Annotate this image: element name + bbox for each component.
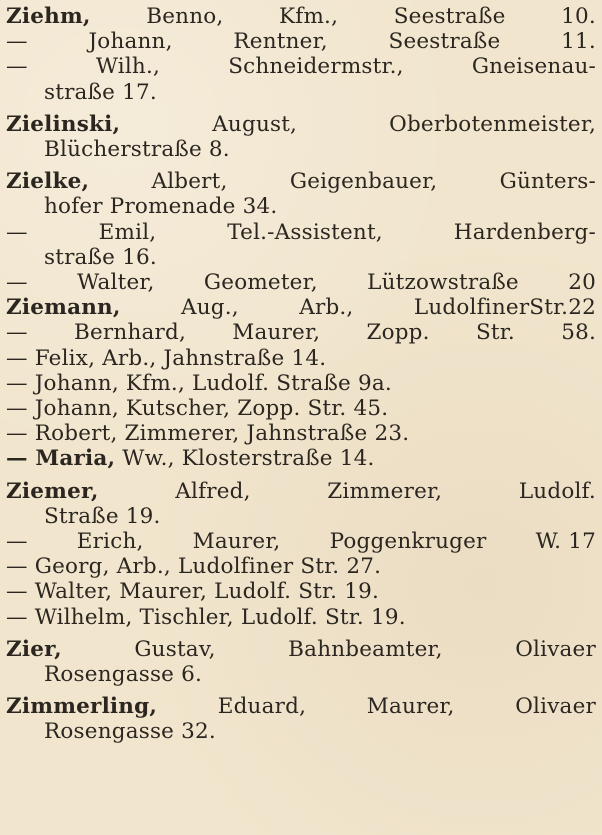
entry-line: — Walter, Geometer, Lützowstraße 20	[6, 270, 596, 296]
entry-line: Zielke, Albert, Geigenbauer, Günters-	[6, 169, 596, 195]
entry-line: — Johann, Kfm., Ludolf. Straße 9a.	[6, 370, 392, 396]
gap	[6, 105, 596, 112]
entry-ziehm-johann	[6, 29, 596, 54]
entry-line: — Johann, Kutscher, Zopp. Str. 45.	[6, 396, 389, 422]
entry-line: Ziemann, Aug., Arb., LudolfinerStr.22	[6, 295, 596, 321]
entry-line: Ziemer, Alfred, Zimmerer, Ludolf.	[6, 478, 596, 504]
entry-line: — Johann, Rentner, Seestraße 11.	[6, 29, 596, 55]
entry-zimmerling-eduard	[6, 694, 596, 744]
surname: Ziehm,	[6, 4, 91, 29]
entry-line: Zier, Gustav, Bahnbeamter, Olivaer	[6, 636, 596, 662]
entry-line: Zielinski, August, Oberbotenmeister,	[6, 111, 596, 137]
entry-ziemer-georg	[6, 554, 596, 579]
entry-line: — Felix, Arb., Jahnstraße 14.	[6, 345, 327, 371]
entry-line: — Georg, Arb., Ludolfiner Str. 27.	[6, 554, 382, 580]
entry-zielke-emil	[6, 220, 596, 270]
entry-ziemann-maria	[6, 446, 596, 471]
gap	[6, 162, 596, 169]
entry-line-continued: Blücherstraße 8.	[44, 137, 230, 163]
entry-ziemer-walter	[6, 579, 596, 604]
entry-line-continued: straße 16.	[44, 244, 157, 270]
entry-line: — Robert, Zimmerer, Jahnstraße 23.	[6, 421, 410, 447]
entry-line: — Erich, Maurer, Poggenkruger W. 17	[6, 529, 596, 555]
gap	[6, 472, 596, 479]
gap	[6, 630, 596, 637]
entry-ziehm-wilh	[6, 54, 596, 104]
entry-line: — Maria, Ww., Klosterstraße 14.	[6, 446, 375, 472]
entry-line: — Wilhelm, Tischler, Ludolf. Str. 19.	[6, 604, 406, 630]
entry-ziemer-erich	[6, 529, 596, 554]
surname: Zier,	[6, 636, 62, 662]
entry-ziemann-felix	[6, 346, 596, 371]
surname: Ziemann,	[6, 295, 121, 321]
surname: Zimmerling,	[6, 694, 158, 720]
entry-ziemann-johann-kfm	[6, 371, 596, 396]
entry-line-continued: Straße 19.	[44, 503, 161, 529]
surname: Zielinski,	[6, 111, 121, 137]
entry-line: Zimmerling, Eduard, Maurer, Olivaer	[6, 694, 596, 720]
entry-line-continued: Rosengasse 32.	[44, 719, 216, 745]
surname: Zielke,	[6, 169, 90, 195]
entry-line: — Emil, Tel.-Assistent, Hardenberg-	[6, 219, 596, 245]
entry-zielinski-august	[6, 112, 596, 162]
entry-line: — Walter, Maurer, Ludolf. Str. 19.	[6, 579, 379, 605]
entry-line-continued: straße 17.	[44, 79, 157, 105]
entry-zier-gustav	[6, 637, 596, 687]
entry-line: — Bernhard, Maurer, Zopp. Str. 58.	[6, 320, 596, 346]
entry-ziemer-wilhelm	[6, 605, 596, 630]
gap	[6, 687, 596, 694]
entry-line: Ziehm, Benno, Kfm., Seestraße 10.	[6, 4, 596, 29]
entry-zielke-walter	[6, 270, 596, 295]
entry-zielke-albert	[6, 169, 596, 219]
entry-ziemann-aug	[6, 295, 596, 320]
entry-ziemer-alfred	[6, 479, 596, 529]
entry-ziemann-robert	[6, 421, 596, 446]
entry-ziemann-bernhard	[6, 320, 596, 345]
entry-line-continued: Rosengasse 6.	[44, 662, 203, 688]
entry-ziemann-johann-kutscher	[6, 396, 596, 421]
entry-line: — Wilh., Schneidermstr., Gneisenau-	[6, 54, 596, 80]
entry-line-continued: hofer Promenade 34.	[44, 194, 278, 220]
entry-ziehm-benno	[6, 4, 596, 29]
surname: Ziemer,	[6, 478, 99, 504]
